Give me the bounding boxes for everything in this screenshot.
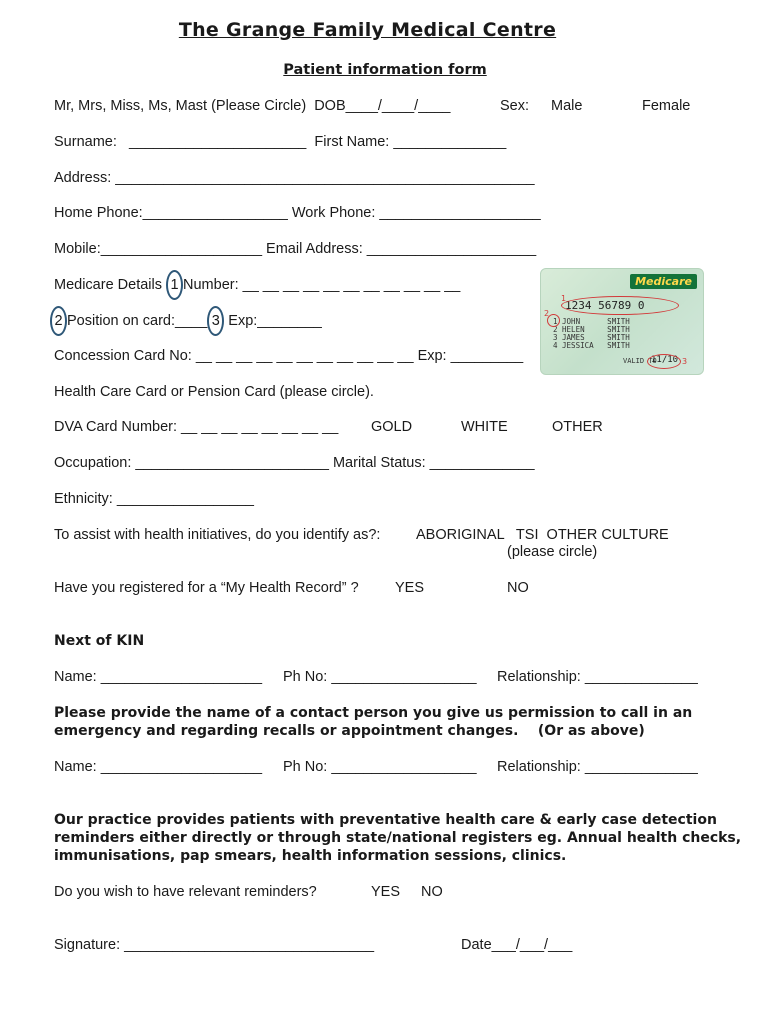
kin-relationship-field[interactable]: Relationship: ______________	[497, 669, 698, 685]
card-number: 1234 56789 0	[565, 299, 645, 312]
medicare-row	[54, 276, 460, 300]
form-subtitle: Patient information form	[283, 62, 487, 78]
reminders-yes[interactable]: YES	[371, 884, 401, 900]
health-record-yes[interactable]: YES	[395, 580, 425, 596]
health-care-card-text: Health Care Card or Pension Card (please circle).	[54, 384, 374, 400]
signature-date-field[interactable]: Date___/___/___	[461, 937, 573, 953]
occupation-field[interactable]: Occupation: ________________________ Marital Status: _____________	[54, 455, 535, 471]
health-record-question: Have you registered for a “My Health Record” ?	[54, 580, 359, 596]
form-title: The Grange Family Medical Centre	[178, 19, 557, 41]
medicare-number-field[interactable]: Number: __ __ __ __ __ __ __ __ __ __ __	[183, 277, 461, 293]
kin-name-field[interactable]: Name: ____________________	[54, 669, 263, 685]
dva-option-other[interactable]: OTHER	[552, 419, 603, 435]
medicare-exp-field[interactable]: Exp:________	[224, 313, 322, 329]
medicare-label: Medicare Details	[54, 277, 167, 293]
card-marker-3: 3	[682, 357, 688, 366]
position-row	[50, 312, 322, 336]
card-names: 1 JOHN SMITH 2 HELEN SMITH 3 JAMES SMITH 4 JESSICA SMITH	[553, 317, 630, 350]
marker-3: 3	[207, 306, 224, 336]
dva-option-white[interactable]: WHITE	[461, 419, 508, 435]
title-dob-field[interactable]: Mr, Mrs, Miss, Ms, Mast (Please Circle) DOB____/____/____	[54, 98, 451, 114]
mobile-email-field[interactable]: Mobile:____________________ Email Address: _____________________	[54, 241, 537, 257]
contact-name-field[interactable]: Name: ____________________	[54, 759, 263, 775]
identify-please-circle: (please circle)	[507, 544, 598, 560]
address-field[interactable]: Address: ____________________________________________________	[54, 170, 535, 186]
reminders-text-line-3: immunisations, pap smears, health information sessions, clinics.	[54, 848, 567, 864]
sex-label: Sex:	[500, 98, 530, 114]
signature-field[interactable]: Signature: _______________________________	[54, 937, 375, 953]
contact-text-line-2: emergency and regarding recalls or appointment changes. (Or as above)	[54, 723, 645, 739]
card-marker-1: 1	[561, 294, 567, 303]
name-field[interactable]: Surname: ______________________ First Name: ______________	[54, 134, 507, 150]
dva-field[interactable]: DVA Card Number: __ __ __ __ __ __ __ __	[54, 419, 339, 435]
contact-phone-field[interactable]: Ph No: __________________	[283, 759, 477, 775]
identify-question: To assist with health initiatives, do you identify as?:	[54, 527, 381, 543]
position-field[interactable]: Position on card:____	[67, 313, 208, 329]
sex-option-female[interactable]: Female	[642, 98, 691, 114]
card-number-circle	[561, 296, 679, 315]
sex-option-male[interactable]: Male	[551, 98, 583, 114]
concession-field[interactable]: Concession Card No: __ __ __ __ __ __ __ __ __ __ __ Exp: _________	[54, 348, 524, 364]
phone-field[interactable]: Home Phone:__________________ Work Phone: ____________________	[54, 205, 541, 221]
medicare-card-image	[540, 268, 704, 375]
kin-phone-field[interactable]: Ph No: __________________	[283, 669, 477, 685]
card-valid-value: 11/10	[651, 355, 679, 365]
reminders-text-line-1: Our practice provides patients with preventative health care & early case detection	[54, 812, 717, 828]
marker-1: 1	[166, 270, 183, 300]
marker-2: 2	[50, 306, 67, 336]
reminders-question: Do you wish to have relevant reminders?	[54, 884, 317, 900]
reminders-text-line-2: reminders either directly or through state/national registers eg. Annual health checks,	[54, 830, 742, 846]
medicare-brand: Medicare	[630, 274, 697, 289]
ethnicity-field[interactable]: Ethnicity: _________________	[54, 491, 254, 507]
dva-option-gold[interactable]: GOLD	[371, 419, 413, 435]
card-marker-2: 2	[544, 309, 550, 318]
card-valid-label: VALID TO	[623, 357, 657, 365]
reminders-no[interactable]: NO	[421, 884, 443, 900]
next-of-kin-heading: Next of KIN	[54, 633, 145, 649]
contact-text-line-1: Please provide the name of a contact person you give us permission to call in an	[54, 705, 693, 721]
identify-options[interactable]: ABORIGINAL TSI OTHER CULTURE	[416, 527, 669, 543]
card-valid-circle	[647, 354, 681, 369]
health-record-no[interactable]: NO	[507, 580, 529, 596]
contact-relationship-field[interactable]: Relationship: ______________	[497, 759, 698, 775]
